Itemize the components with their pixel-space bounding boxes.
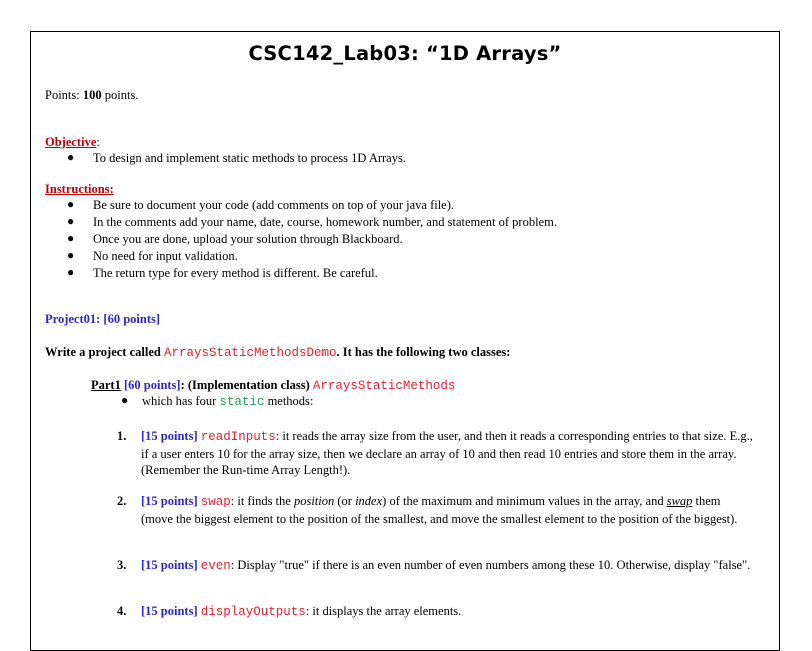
instruction-item: In the comments add your name, date, course, homework number, and statement of problem. xyxy=(93,215,557,229)
bullet-icon: ● xyxy=(67,214,75,228)
page-title: CSC142_Lab03: “1D Arrays” xyxy=(248,42,562,65)
instruction-item: The return type for every method is different. Be careful. xyxy=(93,266,378,280)
method-number: 3. xyxy=(117,558,127,572)
project-write-prefix: Write a project called xyxy=(45,345,164,359)
objective-colon: : xyxy=(96,135,100,149)
part1-heading xyxy=(91,378,455,393)
points-label: Points: xyxy=(45,88,83,102)
method-number: 2. xyxy=(117,494,127,508)
index-term: index xyxy=(355,494,383,508)
part1-class-name: ArraysStaticMethods xyxy=(312,379,456,393)
points-line xyxy=(45,88,138,103)
static-keyword: static xyxy=(219,395,265,409)
bullet-icon: ● xyxy=(67,197,75,211)
project-write-suffix: . It has the following two classes: xyxy=(336,345,511,359)
method-body xyxy=(141,603,755,621)
bullet-icon: ● xyxy=(67,231,75,245)
method-sep: : xyxy=(305,604,313,618)
bullet-icon: ● xyxy=(121,393,129,407)
swap-term: swap xyxy=(666,494,693,508)
points-suffix: points. xyxy=(101,88,139,102)
objective-item: To design and implement static methods to process 1D Arrays. xyxy=(93,151,406,165)
method-text: them (move the biggest element to the position of the smallest, and move the smallest element to the position of the biggest). xyxy=(141,494,738,526)
method-name: even xyxy=(200,559,231,573)
bullet-icon: ● xyxy=(67,248,75,262)
method-text: it finds the xyxy=(237,494,294,508)
method-text: (or xyxy=(334,494,356,508)
project-heading: Project01: [60 points] xyxy=(45,312,161,326)
method-body xyxy=(141,557,755,575)
method-number: 4. xyxy=(117,604,127,618)
part1-label: Part1 xyxy=(91,378,121,392)
bullet-icon: ● xyxy=(67,265,75,279)
method-body xyxy=(141,428,755,479)
document-page xyxy=(30,31,780,651)
instructions-heading: Instructions: xyxy=(45,182,114,196)
method-number: 1. xyxy=(117,429,127,443)
method-name: displayOutputs xyxy=(200,605,306,619)
instruction-item: Once you are done, upload your solution through Blackboard. xyxy=(93,232,403,246)
instruction-item: Be sure to document your code (add comments on top of your java file). xyxy=(93,198,455,212)
bullet-icon: ● xyxy=(67,150,75,164)
project-description xyxy=(45,345,510,360)
method-name: readInputs xyxy=(200,430,276,444)
method-text: Display "true" if there is an even number of even numbers among these 10. Otherwise, display "false". xyxy=(237,558,751,572)
part1-points: [60 points] xyxy=(120,378,181,392)
method-name: swap xyxy=(200,495,231,509)
method-points: [15 points] xyxy=(141,429,198,443)
method-points: [15 points] xyxy=(141,494,198,508)
method-text: ) of the maximum and minimum values in the array, and xyxy=(382,494,667,508)
part1-bullet-suffix: methods: xyxy=(264,394,314,408)
method-text: it displays the array elements. xyxy=(312,604,462,618)
method-sep: : xyxy=(230,494,238,508)
method-text: it reads the array size from the user, and then it reads a corresponding entries to that size. E.g., if a user enters 10 for the array size, then we declare an array of 10 and then read 10 entries and store them in the array. (Remember the Run-time Array Length!). xyxy=(141,429,753,477)
points-value: 100 xyxy=(82,88,102,102)
objective-heading-line xyxy=(45,135,100,150)
instruction-item: No need for input validation. xyxy=(93,249,238,263)
method-body xyxy=(141,493,755,527)
method-sep: : xyxy=(275,429,283,443)
part1-impl: : (Implementation class) xyxy=(180,378,313,392)
objective-heading: Objective xyxy=(45,135,97,149)
position-term: position xyxy=(293,494,335,508)
method-points: [15 points] xyxy=(141,604,198,618)
project-name: ArraysStaticMethodsDemo xyxy=(163,346,337,360)
method-sep: : xyxy=(230,558,238,572)
part1-bullet-prefix: which has four xyxy=(142,394,220,408)
method-points: [15 points] xyxy=(141,558,198,572)
part1-bullet xyxy=(142,394,313,409)
